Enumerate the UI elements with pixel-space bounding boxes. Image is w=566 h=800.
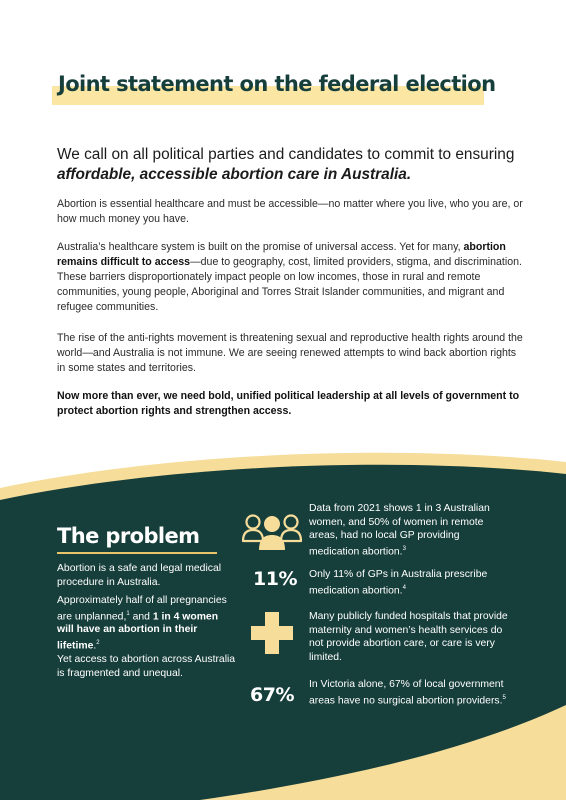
stat-gp-access-text: Data from 2021 shows 1 in 3 Australian women, and 50% of women in remote areas, had no local GP providing medication abortion. xyxy=(309,503,490,557)
footnote-ref-2: 2 xyxy=(96,639,100,646)
title-block xyxy=(52,68,496,106)
footnote-ref-4: 4 xyxy=(402,584,406,591)
footnote-ref-5: 5 xyxy=(502,694,506,701)
lead-emphasis: affordable, accessible abortion care in Australia. xyxy=(57,166,412,183)
problem-text-safe-legal: Abortion is a safe and legal medical procedure in Australia. xyxy=(57,563,222,588)
stat-victoria-text: In Victoria alone, 67% of local government areas have no surgical abortion providers. xyxy=(309,679,504,706)
footnote-ref-1: 1 xyxy=(126,610,130,617)
footnote-ref-3: 3 xyxy=(402,545,406,552)
problem-text-fragmented: Yet access to abortion across Australia is fragmented and unequal. xyxy=(57,654,236,679)
stat-victoria xyxy=(309,678,509,707)
p2-prefix: Australia’s healthcare system is built on the promise of universal access. Yet for many, xyxy=(57,241,464,253)
problem-text-unplanned-prefix: Approximately half of all pregnancies are unplanned, xyxy=(57,595,227,622)
problem-heading-underline xyxy=(57,552,217,554)
people-icon xyxy=(241,511,303,551)
page-title: Joint statement on the federal election xyxy=(58,72,496,96)
stat-percent-67: 67% xyxy=(250,684,294,706)
paragraph-call-to-action: Now more than ever, we need bold, unified political leadership at all levels of government to protect abortion rights and strengthen access. xyxy=(57,390,520,417)
stat-percent-11: 11% xyxy=(253,568,297,590)
medical-cross-icon xyxy=(251,612,293,654)
paragraph-universal-access xyxy=(57,240,523,315)
problem-text-unplanned xyxy=(57,594,237,653)
problem-heading: The problem xyxy=(57,524,200,548)
p2-bold: abortion remains difficult to access xyxy=(57,241,506,268)
lead-statement xyxy=(57,145,517,185)
problem-text-unplanned-bold: 1 in 4 women will have an abortion in their lifetime xyxy=(57,610,219,652)
paragraph-essential-healthcare: Abortion is essential healthcare and must be accessible—no matter where you live, who you are, or how much money you have. xyxy=(57,198,523,225)
problem-text-unplanned-end: . xyxy=(93,640,97,652)
stat-hospitals: Many publicly funded hospitals that provide maternity and women’s health services do not provide abortion care, or care is very limited. xyxy=(309,611,508,663)
problem-text-unplanned-mid: and xyxy=(129,610,153,622)
stat-gp-prescribe-text: Only 11% of GPs in Australia prescribe medication abortion. xyxy=(309,569,488,596)
lead-prefix: We call on all political parties and candidates to commit to ensuring xyxy=(57,146,515,163)
p2-suffix: —due to geography, cost, limited providers, stigma, and discrimination. These barriers disproportionately impact people on low incomes, those in rural and remote communities, young people, Aboriginal and Torres Strait Islander communities, and migrant and refugee communities. xyxy=(57,256,522,313)
stat-gp-access xyxy=(309,502,509,558)
stat-gp-prescribe xyxy=(309,568,509,597)
paragraph-anti-rights: The rise of the anti-rights movement is threatening sexual and reproductive health rights around the world—and Australia is not immune. We are seeing renewed attempts to wind back abortion rights in some states and territories. xyxy=(57,332,523,374)
